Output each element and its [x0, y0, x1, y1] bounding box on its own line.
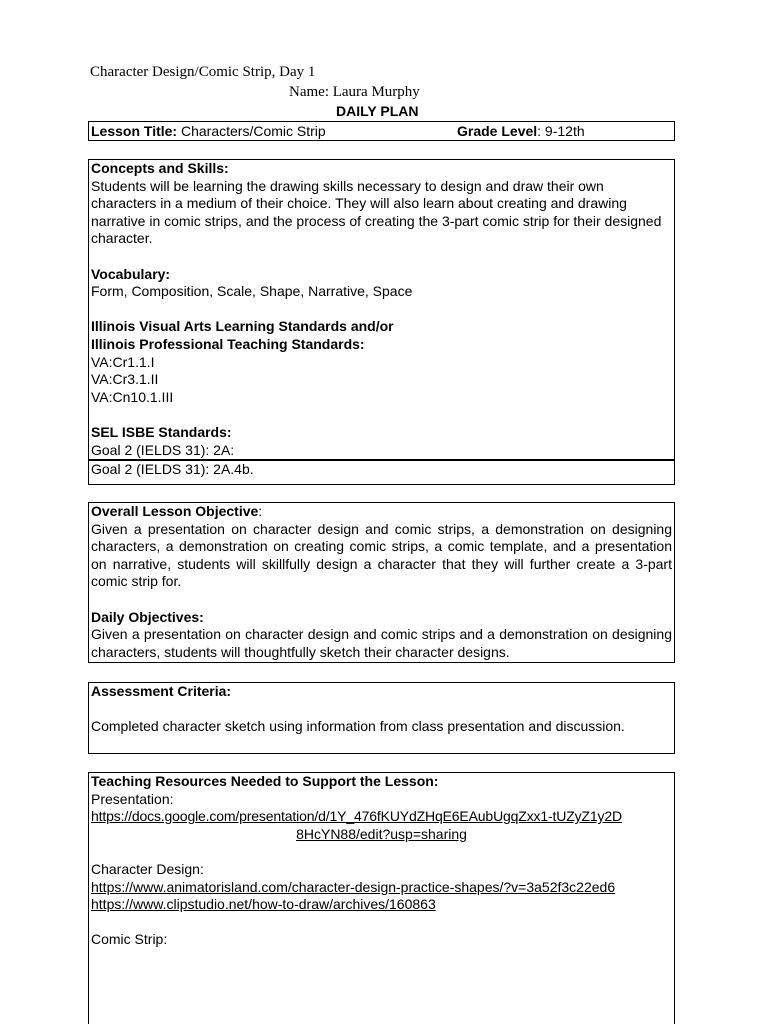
vocabulary-heading: Vocabulary: [91, 265, 171, 282]
standards-heading-2: Illinois Professional Teaching Standards: [91, 335, 365, 352]
course-line: Character Design/Comic Strip, Day 1 [90, 64, 316, 80]
presentation-label: Presentation: [91, 790, 174, 807]
grade-level [457, 122, 585, 140]
standard-item: VA:Cr1.1.I [91, 353, 155, 370]
standards-heading-1: Illinois Visual Arts Learning Standards and/or [91, 318, 394, 335]
resources-box [88, 772, 675, 1024]
objectives-box [88, 502, 675, 663]
clipstudio-link[interactable]: https://www.clipstudio.net/how-to-draw/archives/160863 [91, 896, 436, 913]
character-design-label: Character Design: [91, 860, 204, 877]
overall-objective-label: Overall Lesson Objective [91, 503, 259, 519]
plan-title: DAILY PLAN [336, 103, 419, 119]
assessment-body: Completed character sketch using information from class presentation and discussion. [91, 718, 625, 735]
assessment-box [88, 682, 675, 754]
lesson-title [91, 122, 457, 140]
standard-item: VA:Cr3.1.II [91, 371, 159, 388]
overall-objective-colon: : [258, 503, 263, 519]
grade-level-value: : 9-12th [537, 123, 585, 139]
sel-standard-1: Goal 2 (IELDS 31): 2A: [91, 441, 235, 458]
lesson-title-label: Lesson Title: [91, 123, 178, 139]
concepts-heading: Concepts and Skills: [91, 160, 229, 176]
standard-item: VA:Cn10.1.III [91, 388, 174, 405]
vocabulary-body: Form, Composition, Scale, Shape, Narrative, Space [91, 283, 413, 300]
concepts-box [88, 159, 675, 485]
overall-objective-heading [91, 503, 672, 521]
animatorisland-link[interactable]: https://www.animatorisland.com/character-design-practice-shapes/?v=3a52f3c22ed6 [91, 878, 616, 895]
comic-strip-label: Comic Strip: [91, 931, 168, 948]
concepts-body: Students will be learning the drawing skills necessary to design and draw their own characters in a medium of their choice. They will also learn about creating and drawing narrative in comic strips, and the process of creating the 3-part comic strip for their designed character. [91, 177, 662, 247]
sel-heading: SEL ISBE Standards: [91, 423, 232, 440]
overall-objective-body: Given a presentation on character design and comic strips, a demonstration on designing characters, a demonstration on creating comic strips, a comic template, and a presentation on narrative, students will skillfully design a character that they will further create a 3-part comic strip for. [91, 520, 672, 590]
presentation-link-continued[interactable]: 8HcYN88/edit?usp=sharing [296, 825, 467, 842]
daily-objectives-heading: Daily Objectives: [91, 608, 204, 625]
lesson-title-value: Characters/Comic Strip [177, 123, 326, 139]
grade-level-label: Grade Level [457, 123, 538, 139]
lesson-title-box [88, 121, 675, 141]
name-line: Name: Laura Murphy [289, 84, 420, 100]
presentation-link[interactable]: https://docs.google.com/presentation/d/1Y_476fKUYdZHqE6EAubUgqZxx1-tUZyZ1y2D [91, 808, 622, 825]
assessment-heading: Assessment Criteria: [91, 683, 232, 699]
daily-objectives-body: Given a presentation on character design and comic strips and a demonstration on designing characters, students will thoughtfully sketch their character designs. [91, 626, 672, 660]
sel-standard-2: Goal 2 (IELDS 31): 2A.4b. [91, 461, 254, 478]
resources-heading: Teaching Resources Needed to Support the Lesson: [91, 773, 439, 789]
